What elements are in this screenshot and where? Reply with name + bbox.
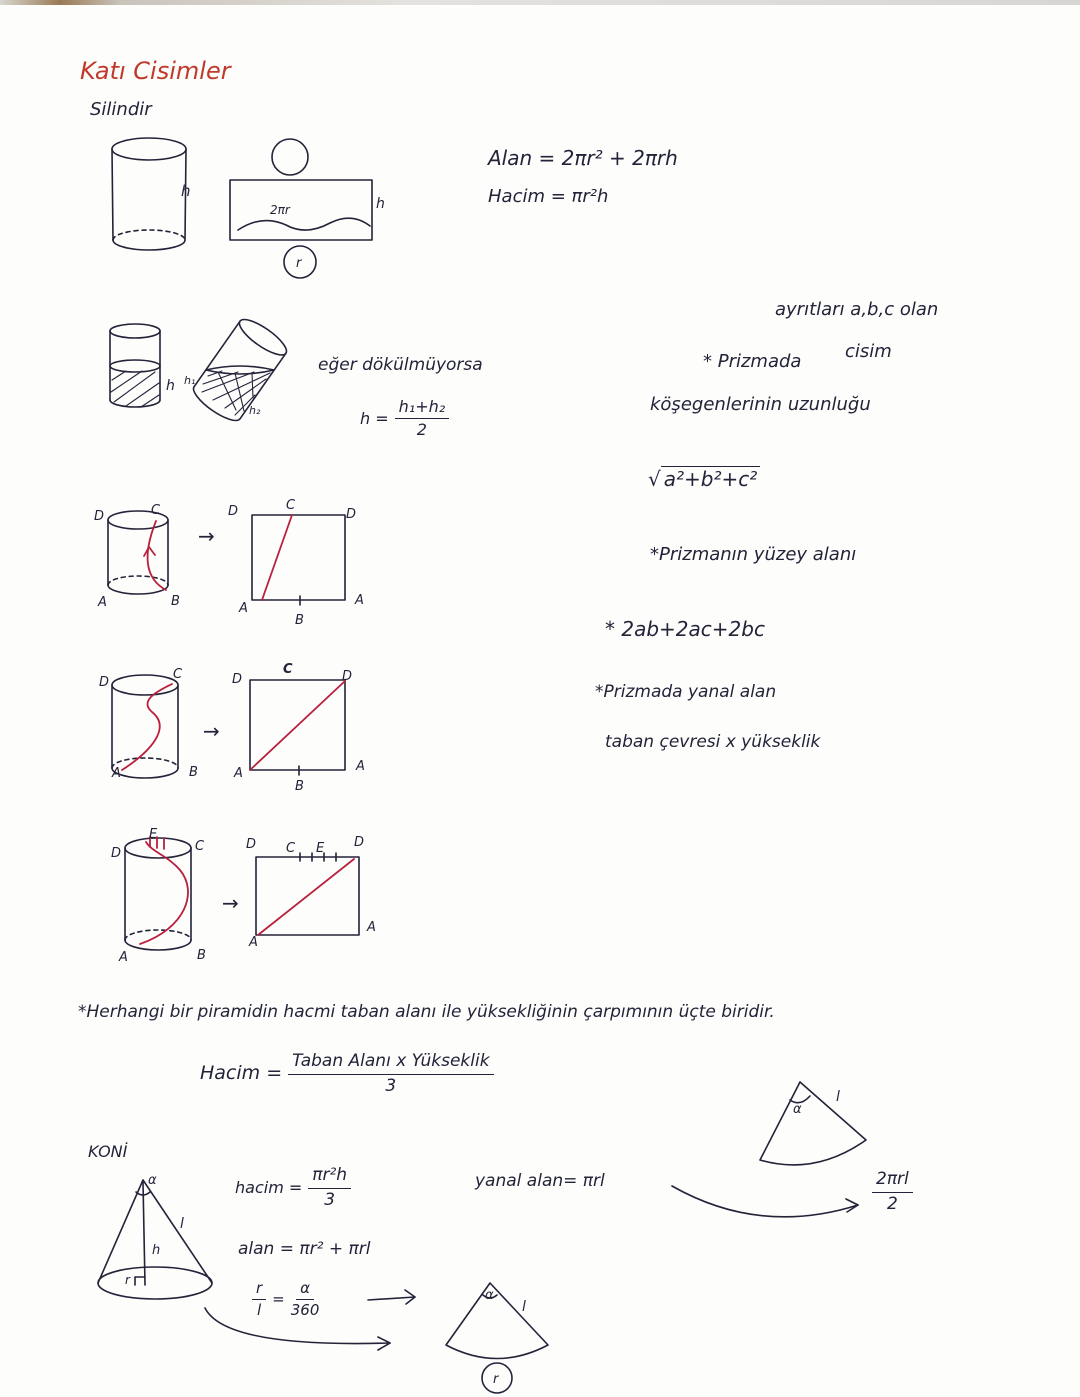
prism-lateral-formula: taban çevresi x yükseklik: [605, 732, 821, 752]
label: A: [112, 766, 121, 781]
tilt-h2-label: h₂: [249, 404, 261, 417]
label: A: [119, 950, 128, 965]
mean-height-formula: [360, 398, 449, 440]
path-row-1-labels: [94, 498, 364, 628]
fraction-numerator: r: [252, 1280, 266, 1300]
cylinder-volume-formula: Hacim = πr²h: [488, 186, 609, 207]
tilt-h1-label: h₁: [184, 374, 196, 387]
label: C: [173, 667, 183, 682]
label: B: [197, 948, 206, 963]
cone-ratio-formula: [252, 1280, 319, 1320]
label: B: [295, 613, 304, 628]
cone-sector-diagram: [760, 1082, 866, 1165]
label: C: [195, 839, 205, 854]
route-arrowhead-icon: [144, 547, 155, 556]
fraction-denominator: l: [257, 1301, 262, 1320]
cylinder-solid: [112, 138, 186, 250]
prism-diagonal-rest: köşegenlerinin uzunluğu: [650, 394, 871, 415]
pyramid-volume-lhs: Hacim =: [200, 1062, 283, 1085]
cylinder-heading: Silindir: [90, 99, 152, 120]
label: D: [246, 837, 257, 852]
cone-solid: [98, 1180, 212, 1299]
fraction-denominator: 2: [416, 420, 427, 440]
path-net-2-route: [250, 681, 345, 770]
cylinder-height-label: h: [181, 182, 191, 200]
path-cylinder-3: [125, 838, 191, 950]
label: D: [99, 675, 110, 690]
page-title: Katı Cisimler: [80, 57, 231, 85]
label: A: [234, 766, 243, 781]
label: C: [286, 841, 296, 856]
fraction-denominator: 3: [385, 1075, 397, 1096]
label: A: [239, 601, 248, 616]
cone-volume-lhs: hacim =: [235, 1177, 303, 1197]
cone-net-angle-label: α: [485, 1288, 494, 1303]
label: D: [342, 669, 353, 684]
spill-condition: eğer dökülmüyorsa: [318, 355, 483, 375]
prism-surface-formula: * 2ab+2ac+2bc: [605, 617, 765, 641]
pyramid-volume-fraction: [288, 1052, 493, 1096]
net-radius-label: r: [296, 256, 302, 271]
label: E: [149, 827, 158, 842]
ratio-rhs-fraction: [291, 1280, 320, 1320]
radical-sign: √: [648, 467, 661, 491]
cone-net-slant-label: l: [522, 1299, 526, 1315]
label: B: [295, 779, 304, 794]
label: D: [232, 672, 243, 687]
label: C: [286, 498, 296, 513]
label: D: [228, 504, 239, 519]
prism-diagonal-prefix: * Prizmada: [703, 351, 802, 372]
fraction-numerator: α: [296, 1280, 314, 1300]
path-cylinder-2: [112, 675, 178, 778]
prism-surface-title: *Prizmanın yüzey alanı: [650, 544, 857, 565]
mean-height-fraction: [395, 398, 450, 440]
sector-area-formula: [872, 1170, 913, 1214]
fraction-denominator: 360: [290, 1301, 320, 1320]
cone-volume-formula: [235, 1166, 351, 1210]
label: C: [283, 662, 293, 677]
label: D: [111, 846, 122, 861]
fraction-numerator: 2πrl: [872, 1170, 913, 1193]
label: B: [189, 765, 198, 780]
net-height-label: h: [376, 196, 385, 212]
fraction-numerator: πr²h: [308, 1166, 351, 1189]
sector-slant-label: l: [836, 1089, 840, 1105]
pyramid-statement: *Herhangi bir piramidin hacmi taban alanı ile yüksekliğinin çarpımının üçte biridir.: [78, 1002, 775, 1022]
path-row-2-arrow: →: [203, 719, 220, 743]
sector-angle-label: α: [793, 1102, 802, 1117]
right-arrow-icon: [368, 1290, 415, 1304]
radicand: a²+b²+c²: [661, 466, 761, 491]
label: A: [355, 593, 364, 608]
path-row-1-arrow: →: [198, 524, 215, 548]
label: D: [354, 835, 365, 850]
path-cylinder-2-route: [122, 684, 172, 770]
cone-height-label: h: [152, 1243, 161, 1258]
cone-slant-label: l: [180, 1216, 184, 1232]
label: E: [316, 841, 325, 856]
path-net-3: [256, 853, 359, 935]
path-row-2-labels: [99, 662, 365, 794]
fraction-denominator: 2: [886, 1193, 898, 1214]
fraction-denominator: 3: [324, 1189, 336, 1210]
cone-area-formula: alan = πr² + πrl: [238, 1239, 371, 1259]
cone-heading: KONİ: [88, 1142, 128, 1161]
cone-net-radius-label: r: [493, 1372, 499, 1387]
path-cylinder-1: [108, 511, 168, 594]
cylinder-area-formula: Alan = 2πr² + 2πrh: [488, 146, 678, 170]
label: B: [171, 594, 180, 609]
prism-diagonal-formula: [648, 468, 760, 491]
label: A: [367, 920, 376, 935]
curved-arrow-icon: [672, 1186, 858, 1217]
prism-edges-note: ayrıtları a,b,c olan: [775, 299, 939, 320]
cone-volume-fraction: [308, 1166, 351, 1210]
label: D: [94, 509, 105, 524]
tilted-cylinder: [189, 314, 291, 426]
ratio-equals: =: [272, 1290, 285, 1309]
cone-radius-label: r: [125, 1273, 130, 1287]
label: A: [249, 935, 258, 950]
water-height-label: h: [166, 378, 175, 394]
mean-height-lhs: h =: [360, 408, 389, 428]
sector-area-fraction: [872, 1170, 913, 1214]
label: C: [151, 503, 161, 518]
ratio-lhs-fraction: [252, 1280, 266, 1320]
label: A: [356, 759, 365, 774]
fraction-numerator: Taban Alanı x Yükseklik: [288, 1052, 493, 1075]
label: A: [98, 595, 107, 610]
label: D: [346, 507, 357, 522]
pyramid-volume-formula: [200, 1052, 494, 1096]
path-net-3-route: [258, 859, 354, 935]
fraction-numerator: h₁+h₂: [395, 398, 450, 419]
prism-lateral-title: *Prizmada yanal alan: [595, 682, 777, 702]
cone-apex-angle-label: α: [148, 1173, 157, 1188]
path-row-3-arrow: →: [222, 891, 239, 915]
cylinder-with-water: [110, 324, 160, 407]
cone-lateral-area: yanal alan= πrl: [475, 1171, 605, 1191]
path-net-1-route: [262, 515, 292, 600]
prism-diagonal-word: cisim: [845, 341, 892, 362]
net-circumference-label: 2πr: [270, 203, 290, 217]
